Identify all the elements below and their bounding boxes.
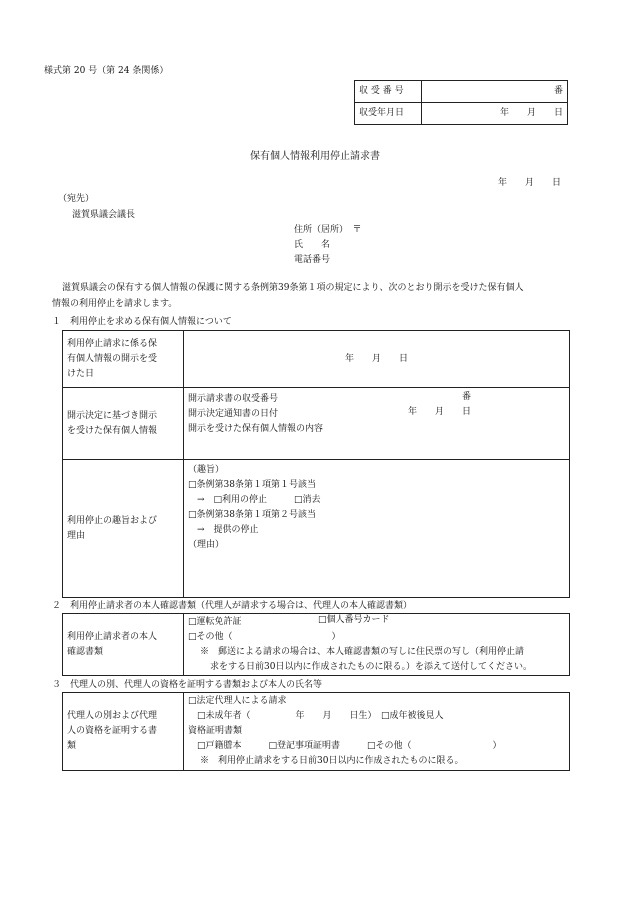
reason-heading: （理由）: [188, 540, 225, 550]
agent-type-options[interactable]: □未成年者（ 年 月 日生） □成年被後見人: [188, 711, 444, 721]
qualification-doc-options[interactable]: □戸籍謄本 □登記事項証明書 □その他（ ）: [188, 741, 502, 751]
qualification-note: ※ 利用停止請求をする日前30日以内に作成されたものに限る。: [200, 756, 464, 766]
requester-phone: 電話番号: [294, 255, 331, 265]
section1-row3-value: [184, 460, 570, 598]
receipt-box: [354, 80, 568, 125]
receipt-date-value: 年 月 日: [422, 103, 568, 125]
section1-table: [62, 330, 570, 598]
section1-heading: １ 利用停止を求める保有個人情報について: [52, 317, 232, 327]
id-option-mynumber[interactable]: □個人番号カード: [318, 615, 390, 625]
requester-address: 住所（居所） 〒: [294, 225, 362, 235]
receipt-number-suffix: 番: [461, 392, 471, 402]
request-date: 年 月 日: [498, 178, 562, 188]
addressee-label: （宛先）: [58, 194, 95, 204]
section3-heading: ３ 代理人の別、代理人の資格を証明する書類および本人の氏名等: [52, 680, 323, 690]
purpose-checkbox-2[interactable]: □条例第38条第１項第２号該当: [188, 510, 316, 520]
section2-table: [62, 613, 570, 676]
form-number: 様式第 20 号（第 24 条関係）: [44, 66, 169, 76]
qualification-docs-heading: 資格証明書類: [188, 726, 243, 736]
section2-heading: ２ 利用停止請求者の本人確認書類（代理人が請求する場合は、代理人の本人確認書類）: [52, 601, 413, 611]
section1-row1-label: 利用停止請求に係る保 有個人情報の開示を受 けた日: [63, 331, 184, 388]
decision-date-value: 年 月 日: [407, 407, 471, 417]
id-note-1: ※ 郵送による請求の場合は、本人確認書類の写しに住民票の写し（利用停止請: [200, 646, 525, 657]
purpose-checkbox-1[interactable]: □条例第38条第１項第１号該当: [188, 480, 316, 490]
section1-row2-label: 開示決定に基づき開示 を受けた保有個人情報: [63, 388, 184, 460]
id-note-2: 求をする日前30日以内に作成されたものに限る。）を添えて送付してください。: [210, 661, 532, 672]
section1-row2-value: 開示請求書の収受番号 開示決定通知書の日付 開示を受けた保有個人情報の内容 番 年 月 日: [184, 388, 570, 460]
id-option-license[interactable]: □運転免許証: [188, 616, 242, 627]
requester-name: 氏 名: [294, 240, 331, 250]
section3-value: [184, 693, 570, 771]
section3-table: [62, 692, 570, 771]
purpose-heading: （趣旨）: [188, 465, 225, 475]
section2-label: 利用停止請求者の本人 確認書類: [63, 614, 184, 676]
id-option-other[interactable]: □その他（ ）: [188, 631, 341, 642]
receipt-number-value: 番: [422, 81, 568, 103]
intro-line-2: 情報の利用停止を請求します。: [52, 299, 178, 309]
section1-row1-value: 年 月 日: [184, 331, 570, 388]
section3-label: 代理人の別および代理 人の資格を証明する書 類: [63, 693, 184, 771]
section1-row3-label: 利用停止の趣旨および 理由: [63, 460, 184, 598]
receipt-date-label: 収受年月日: [355, 103, 422, 125]
page-title: 保有個人情報利用停止請求書: [250, 151, 380, 162]
receipt-number-label: 収 受 番 号: [355, 81, 422, 103]
section2-value: [184, 614, 570, 676]
purpose-suboption-2: → 提供の停止: [188, 525, 259, 535]
purpose-suboptions-1[interactable]: → □利用の停止 □消去: [188, 495, 321, 505]
addressee-name: 滋賀県議会議長: [72, 210, 136, 220]
legal-agent-checkbox[interactable]: □法定代理人による請求: [188, 696, 287, 706]
intro-line-1: 滋賀県議会の保有する個人情報の保護に関する条例第39条第１項の規定により、次のとおり開示を受けた保有個人: [62, 283, 524, 293]
